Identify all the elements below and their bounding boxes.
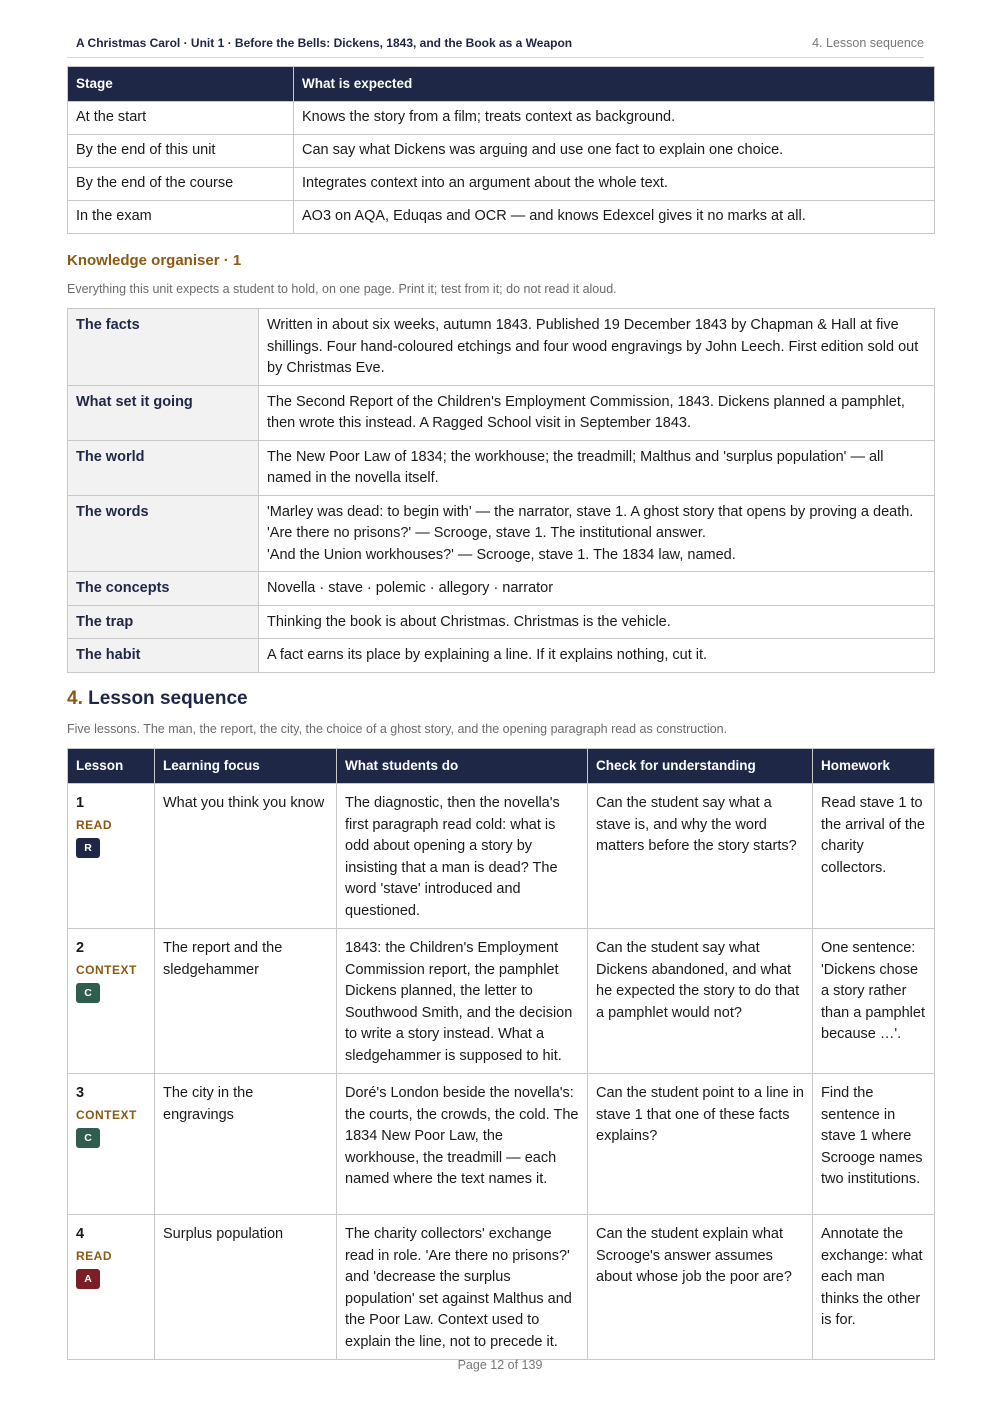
homework-cell: Find the sentence in stave 1 where Scrooge names two institutions.: [813, 1074, 935, 1215]
ko-value: Written in about six weeks, autumn 1843. Published 19 December 1843 by Chapman & Hall at five shillings. Four hand-coloured etchings and four wood engravings by John Leech. First edition sold out by Christmas Eve.: [259, 309, 935, 386]
check-cell: Can the student say what a stave is, and why the word matters before the story starts?: [588, 784, 813, 929]
stage-cell: In the exam: [68, 201, 294, 234]
what-students-do-cell: The charity collectors' exchange read in role. 'Are there no prisons?' and 'decrease the surplus population' set against Malthus and the Poor Law. Context used to explain the line, not to precede it.: [337, 1215, 588, 1360]
column-header: Lesson: [68, 749, 155, 784]
table-row: [68, 440, 935, 495]
learning-focus-cell: The city in the engravings: [155, 1074, 337, 1215]
stage-cell: By the end of the course: [68, 168, 294, 201]
lesson-badge: C: [76, 983, 100, 1003]
column-header: What is expected: [294, 67, 935, 102]
table-row: [68, 1215, 935, 1360]
what-students-do-cell: Doré's London beside the novella's: the courts, the crowds, the cold. The 1834 New Poor Law, the workhouse, the treadmill — each named where the text names it.: [337, 1074, 588, 1215]
table-row: [68, 639, 935, 673]
column-header: Stage: [68, 67, 294, 102]
lesson-cell: [68, 1215, 155, 1360]
table-header-row: [68, 749, 935, 784]
expectation-cell: Knows the story from a film; treats context as background.: [294, 102, 935, 135]
lesson-type: CONTEXT: [76, 1107, 137, 1122]
lesson-type: CONTEXT: [76, 962, 137, 977]
page-number: Page 12 of 139: [457, 1358, 543, 1372]
table-row: [68, 102, 935, 135]
stage-table: [67, 66, 935, 234]
lesson-cell: [68, 784, 155, 929]
document-title: A Christmas Carol · Unit 1 · Before the Bells: Dickens, 1843, and the Book as a Weapon: [76, 36, 573, 50]
ko-value: Novella · stave · polemic · allegory · narrator: [259, 572, 935, 606]
table-header-row: [68, 67, 935, 102]
column-header: Homework: [813, 749, 935, 784]
learning-focus-cell: What you think you know: [155, 784, 337, 929]
ko-value: A fact earns its place by explaining a line. If it explains nothing, cut it.: [259, 639, 935, 673]
table-row: [68, 168, 935, 201]
section-heading: [67, 688, 248, 710]
table-row: [68, 385, 935, 440]
table-row: [68, 929, 935, 1074]
ko-value: [259, 495, 935, 572]
quotation-line: 'Are there no prisons?' — Scrooge, stave 1. The institutional answer.: [267, 525, 706, 541]
section-description: Five lessons. The man, the report, the city, the choice of a ghost story, and the opening paragraph read as construction.: [67, 722, 728, 736]
table-row: [68, 201, 935, 234]
section-title: Lesson sequence: [88, 688, 248, 709]
ko-key: The trap: [68, 605, 259, 639]
ko-key: The concepts: [68, 572, 259, 606]
stage-cell: By the end of this unit: [68, 135, 294, 168]
knowledge-organiser-description: Everything this unit expects a student to hold, on one page. Print it; test from it; do not read it aloud.: [67, 282, 617, 296]
ko-value: Thinking the book is about Christmas. Christmas is the vehicle.: [259, 605, 935, 639]
learning-focus-cell: Surplus population: [155, 1215, 337, 1360]
ko-key: The words: [68, 495, 259, 572]
table-row: [68, 495, 935, 572]
what-students-do-cell: The diagnostic, then the novella's first paragraph read cold: what is odd about opening a story by insisting that a man is dead? The word 'stave' introduced and questioned.: [337, 784, 588, 929]
what-students-do-cell: 1843: the Children's Employment Commission report, the pamphlet Dickens planned, the letter to Southwood Smith, and the decision to write a story instead. What a sledgehammer is supposed to hit.: [337, 929, 588, 1074]
table-row: [68, 572, 935, 606]
lesson-badge: R: [76, 838, 100, 858]
check-cell: Can the student say what Dickens abandoned, and what he expected the story to do that a pamphlet would not?: [588, 929, 813, 1074]
section-label: 4. Lesson sequence: [812, 36, 924, 50]
table-row: [68, 1074, 935, 1215]
lesson-number: 4: [76, 1226, 85, 1242]
expectation-cell: Integrates context into an argument about the whole text.: [294, 168, 935, 201]
ko-key: The world: [68, 440, 259, 495]
ko-key: The facts: [68, 309, 259, 386]
homework-cell: One sentence: 'Dickens chose a story rather than a pamphlet because …'.: [813, 929, 935, 1074]
check-cell: Can the student explain what Scrooge's answer assumes about whose job the poor are?: [588, 1215, 813, 1360]
homework-cell: Read stave 1 to the arrival of the charity collectors.: [813, 784, 935, 929]
ko-value: The New Poor Law of 1834; the workhouse; the treadmill; Malthus and 'surplus population' — all named in the novella itself.: [259, 440, 935, 495]
quotation-line: 'And the Union workhouses?' — Scrooge, stave 1. The 1834 law, named.: [267, 546, 736, 563]
lesson-badge: A: [76, 1269, 100, 1289]
stage-cell: At the start: [68, 102, 294, 135]
lesson-badge: C: [76, 1128, 100, 1148]
lesson-type: READ: [76, 1248, 113, 1263]
quotation-line: 'Marley was dead: to begin with' — the narrator, stave 1. A ghost story that opens by proving a death.: [267, 503, 914, 520]
lesson-number: 1: [76, 795, 85, 811]
table-row: [68, 784, 935, 929]
column-header: Check for understanding: [588, 749, 813, 784]
ko-key: The habit: [68, 639, 259, 673]
homework-cell: Annotate the exchange: what each man thinks the other is for.: [813, 1215, 935, 1360]
knowledge-organiser-title: Knowledge organiser · 1: [67, 252, 242, 269]
lesson-cell: [68, 929, 155, 1074]
lesson-sequence-table: [67, 748, 935, 1360]
ko-value: The Second Report of the Children's Employment Commission, 1843. Dickens planned a pamphlet, then wrote this instead. A Ragged School visit in September 1843.: [259, 385, 935, 440]
learning-focus-cell: The report and the sledgehammer: [155, 929, 337, 1074]
column-header: What students do: [337, 749, 588, 784]
expectation-cell: AO3 on AQA, Eduqas and OCR — and knows Edexcel gives it no marks at all.: [294, 201, 935, 234]
lesson-number: 2: [76, 940, 85, 956]
lesson-type: READ: [76, 817, 113, 832]
running-header: [67, 36, 924, 58]
expectation-cell: Can say what Dickens was arguing and use one fact to explain one choice.: [294, 135, 935, 168]
column-header: Learning focus: [155, 749, 337, 784]
ko-key: What set it going: [68, 385, 259, 440]
section-number: 4.: [67, 688, 83, 709]
table-row: [68, 605, 935, 639]
lesson-cell: [68, 1074, 155, 1215]
table-row: [68, 309, 935, 386]
table-row: [68, 135, 935, 168]
knowledge-organiser-table: [67, 308, 935, 673]
check-cell: Can the student point to a line in stave 1 that one of these facts explains?: [588, 1074, 813, 1215]
lesson-number: 3: [76, 1085, 85, 1101]
